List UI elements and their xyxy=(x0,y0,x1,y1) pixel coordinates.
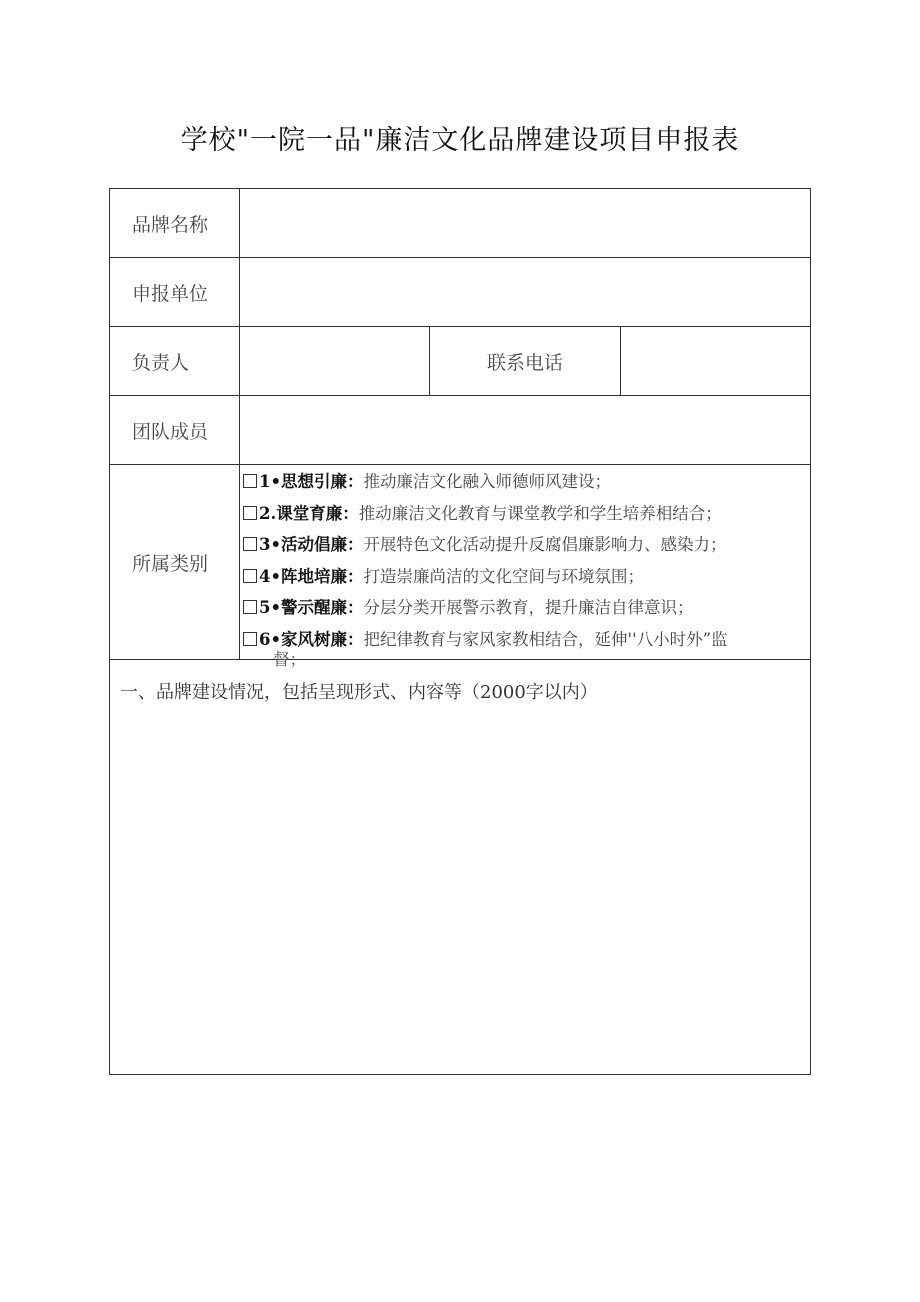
category-option-5[interactable]: 5•警示醒廉：分层分类开展警示教育，提升廉洁自律意识； xyxy=(243,592,810,624)
brand-name-field[interactable] xyxy=(240,189,811,258)
checkbox-icon[interactable] xyxy=(243,474,257,488)
checkbox-icon[interactable] xyxy=(243,632,257,646)
leader-label: 负责人 xyxy=(110,327,240,396)
unit-field[interactable] xyxy=(240,258,811,327)
row-section-1 xyxy=(110,660,811,1075)
category-label: 所属类别 xyxy=(110,465,240,660)
phone-label: 联系电话 xyxy=(430,327,620,396)
category-overflow-text: 督； xyxy=(273,650,306,669)
brand-name-label: 品牌名称 xyxy=(110,189,240,258)
phone-field[interactable] xyxy=(620,327,810,396)
leader-field[interactable] xyxy=(240,327,430,396)
team-field[interactable] xyxy=(240,396,811,465)
category-cell xyxy=(240,465,811,669)
row-leader xyxy=(110,327,811,396)
team-label: 团队成员 xyxy=(110,396,240,465)
category-option-2[interactable]: 2.课堂育廉：推动廉洁文化教育与课堂教学和学生培养相结合； xyxy=(243,498,810,530)
section-1-cell[interactable] xyxy=(110,660,811,1075)
checkbox-icon[interactable] xyxy=(243,537,257,551)
category-list xyxy=(240,465,810,669)
row-unit xyxy=(110,258,811,327)
category-option-4[interactable]: 4•阵地培廉：打造崇廉尚洁的文化空间与环境氛围； xyxy=(243,561,810,593)
row-category xyxy=(110,465,811,660)
category-option-1[interactable]: 1•思想引廉：推动廉洁文化融入师德师风建设； xyxy=(243,466,810,498)
category-option-6[interactable]: 6•家风树廉：把纪律教育与家风家教相结合，延伸''八小时外”监 xyxy=(243,624,810,656)
checkbox-icon[interactable] xyxy=(243,569,257,583)
checkbox-icon[interactable] xyxy=(243,600,257,614)
row-team xyxy=(110,396,811,465)
category-option-3[interactable]: 3•活动倡廉：开展特色文化活动提升反腐倡廉影响力、感染力； xyxy=(243,529,810,561)
unit-label: 申报单位 xyxy=(110,258,240,327)
section-1-heading: 一、品牌建设情况，包括呈现形式、内容等（2000字以内） xyxy=(120,682,598,703)
checkbox-icon[interactable] xyxy=(243,506,257,520)
application-form-table xyxy=(109,188,811,1075)
row-brand-name xyxy=(110,189,811,258)
form-title: 学校"一院一品"廉洁文化品牌建设项目申报表 xyxy=(180,125,740,156)
